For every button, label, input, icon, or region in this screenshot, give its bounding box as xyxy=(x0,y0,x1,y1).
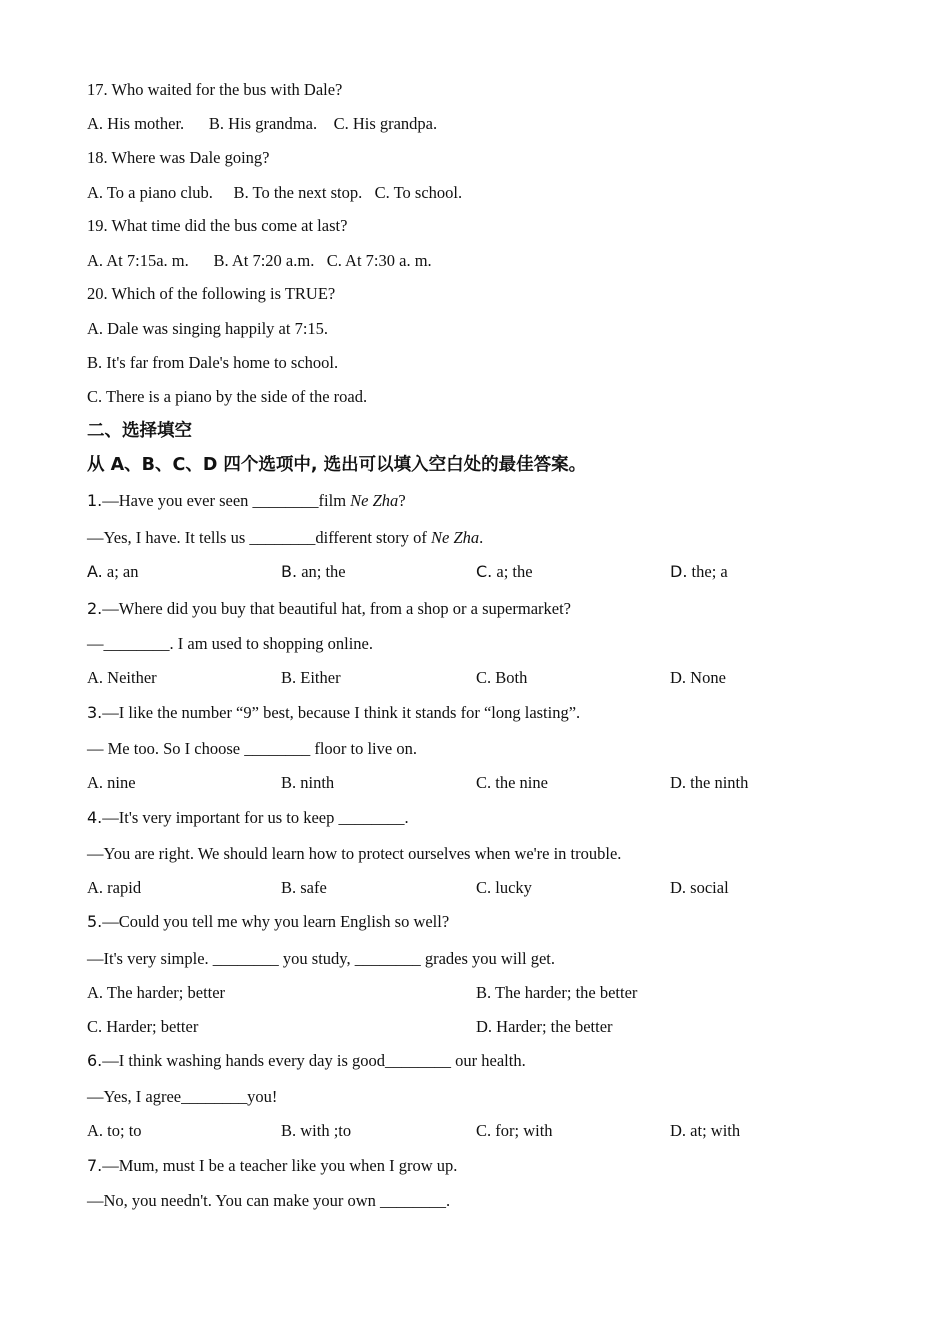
q3-option-d: D. the ninth xyxy=(670,773,749,792)
q2-option-d: D. None xyxy=(670,668,726,687)
q1-option-c: C. a; the xyxy=(476,562,533,581)
section-instruction: 从 A、B、C、D 四个选项中, 选出可以填入空白处的最佳答案。 xyxy=(87,455,587,475)
q6-option-d: D. at; with xyxy=(670,1121,741,1140)
q5-option-a: A. The harder; better xyxy=(87,983,226,1002)
q20-option-b: B. It's far from Dale's home to school. xyxy=(87,353,339,372)
q19-options: A. At 7:15a. m. B. At 7:20 a.m. C. At 7:30 a. m. xyxy=(87,251,432,270)
q6-option-a: A. to; to xyxy=(87,1121,142,1140)
q5-line1: 5.—Could you tell me why you learn English so well? xyxy=(87,912,450,931)
q2-number: 2. xyxy=(87,599,103,618)
q3-option-c: C. the nine xyxy=(476,773,548,792)
q1-option-b: B. an; the xyxy=(281,562,346,581)
q6-option-b: B. with ;to xyxy=(281,1121,352,1140)
q1-number: 1. xyxy=(87,491,103,510)
q1-line2: —Yes, I have. It tells us ________different story of Ne Zha. xyxy=(87,528,484,547)
title-italic: Ne Zha xyxy=(350,491,399,510)
q5-option-b: B. The harder; the better xyxy=(476,983,638,1002)
q3-option-b: B. ninth xyxy=(281,773,335,792)
q18-options: A. To a piano club. B. To the next stop. C. To school. xyxy=(87,183,463,202)
q7-line1: 7.—Mum, must I be a teacher like you when I grow up. xyxy=(87,1156,458,1175)
q2-option-a: A. Neither xyxy=(87,668,157,687)
q3-number: 3. xyxy=(87,703,103,722)
q1-line1: 1.—Have you ever seen ________film Ne Zha? xyxy=(87,491,406,510)
q19-stem: 19. What time did the bus come at last? xyxy=(87,216,348,235)
q5-number: 5. xyxy=(87,912,103,931)
q5-option-c: C. Harder; better xyxy=(87,1017,199,1036)
q2-line1: 2.—Where did you buy that beautiful hat, from a shop or a supermarket? xyxy=(87,599,571,618)
title-italic: Ne Zha xyxy=(431,528,480,547)
q4-option-a: A. rapid xyxy=(87,878,142,897)
q7-number: 7. xyxy=(87,1156,103,1175)
q3-line2: — Me too. So I choose ________ floor to live on. xyxy=(87,739,417,758)
q6-line2: —Yes, I agree________you! xyxy=(87,1087,278,1106)
q17-options: A. His mother. B. His grandma. C. His grandpa. xyxy=(87,114,438,133)
q4-number: 4. xyxy=(87,808,103,827)
q7-line2: —No, you needn't. You can make your own ________. xyxy=(87,1191,451,1210)
q18-stem: 18. Where was Dale going? xyxy=(87,148,270,167)
q2-option-c: C. Both xyxy=(476,668,528,687)
q4-option-b: B. safe xyxy=(281,878,327,897)
q20-stem: 20. Which of the following is TRUE? xyxy=(87,284,336,303)
q1-option-a: A. a; an xyxy=(87,562,139,581)
q6-number: 6. xyxy=(87,1051,103,1070)
q4-line1: 4.—It's very important for us to keep ________. xyxy=(87,808,409,827)
q5-line2: —It's very simple. ________ you study, ________ grades you will get. xyxy=(87,949,555,968)
q4-option-d: D. social xyxy=(670,878,729,897)
q2-option-b: B. Either xyxy=(281,668,341,687)
q17-stem: 17. Who waited for the bus with Dale? xyxy=(87,80,343,99)
q20-option-c: C. There is a piano by the side of the road. xyxy=(87,387,368,406)
q2-line2: —________. I am used to shopping online. xyxy=(87,634,373,653)
q6-option-c: C. for; with xyxy=(476,1121,553,1140)
q20-option-a: A. Dale was singing happily at 7:15. xyxy=(87,319,329,338)
section-title: 二、选择填空 xyxy=(87,421,192,441)
q5-option-d: D. Harder; the better xyxy=(476,1017,613,1036)
q4-line2: —You are right. We should learn how to protect ourselves when we're in trouble. xyxy=(87,844,622,863)
q1-option-d: D. the; a xyxy=(670,562,728,581)
q6-line1: 6.—I think washing hands every day is good________ our health. xyxy=(87,1051,526,1070)
q3-line1: 3.—I like the number “9” best, because I think it stands for “long lasting”. xyxy=(87,703,581,722)
q4-option-c: C. lucky xyxy=(476,878,532,897)
q3-option-a: A. nine xyxy=(87,773,136,792)
